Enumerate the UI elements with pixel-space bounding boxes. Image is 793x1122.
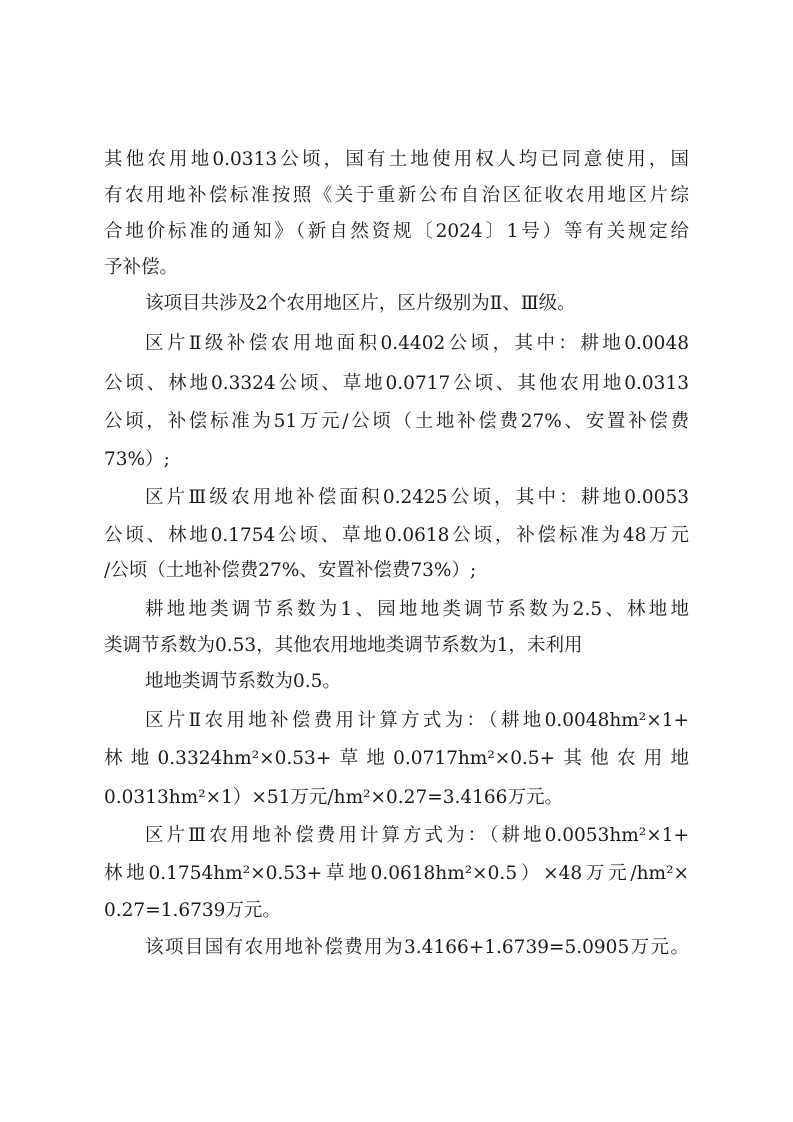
text-line: 区片Ⅱ级补偿农用地面积0.4402公顷，其中：耕地0.0048 bbox=[145, 333, 689, 354]
text-line: 其他农用地0.0313公顷，国有土地使用权人均已同意使用，国 bbox=[104, 149, 689, 170]
text-line: 予补偿。 bbox=[104, 257, 179, 278]
text-line: /公顷（土地补偿费27%、安置补偿费73%）; bbox=[104, 560, 477, 581]
text-line: 合地价标准的通知》（新自然资规〔2024〕1号）等有关规定给 bbox=[104, 221, 689, 242]
text-line: 有农用地补偿标准按照《关于重新公布自治区征收农用地区片综 bbox=[104, 185, 689, 206]
text-line: 公顷、林地0.1754公顷、草地0.0618公顷，补偿标准为48万元 bbox=[104, 525, 689, 546]
text-line: 地地类调节系数为0.5。 bbox=[145, 671, 341, 692]
text-line: 0.0313hm²×1）×51万元/hm²×0.27=3.4166万元。 bbox=[104, 787, 563, 808]
text-line: 林地0.3324hm²×0.53+草地0.0717hm²×0.5+其他农用地 bbox=[104, 748, 689, 769]
text-line: 类调节系数为0.53，其他农用地地类调节系数为1，未利用 bbox=[104, 635, 583, 656]
text-line: 区片Ⅱ农用地补偿费用计算方式为：（耕地0.0048hm²×1+ bbox=[145, 710, 689, 731]
text-line: 0.27=1.6739万元。 bbox=[104, 900, 281, 921]
text-line: 公顷，补偿标准为51万元/公顷（土地补偿费27%、安置补偿费 bbox=[104, 411, 689, 432]
text-line: 林地0.1754hm²×0.53+草地0.0618hm²×0.5）×48万元/hm²× bbox=[104, 863, 689, 884]
text-line: 该项目共涉及2个农用地区片，区片级别为Ⅱ、Ⅲ级。 bbox=[145, 293, 576, 314]
text-line: 该项目国有农用地补偿费用为3.4166+1.6739=5.0905万元。 bbox=[145, 937, 689, 958]
text-line: 73%）; bbox=[104, 449, 170, 470]
text-line: 区片Ⅲ农用地补偿费用计算方式为：（耕地0.0053hm²×1+ bbox=[145, 825, 689, 846]
text-line: 耕地地类调节系数为1、园地地类调节系数为2.5、林地地 bbox=[145, 599, 689, 620]
text-line: 公顷、林地0.3324公顷、草地0.0717公顷、其他农用地0.0313 bbox=[104, 373, 689, 394]
text-line: 区片Ⅲ级农用地补偿面积0.2425公顷，其中：耕地0.0053 bbox=[145, 487, 689, 508]
